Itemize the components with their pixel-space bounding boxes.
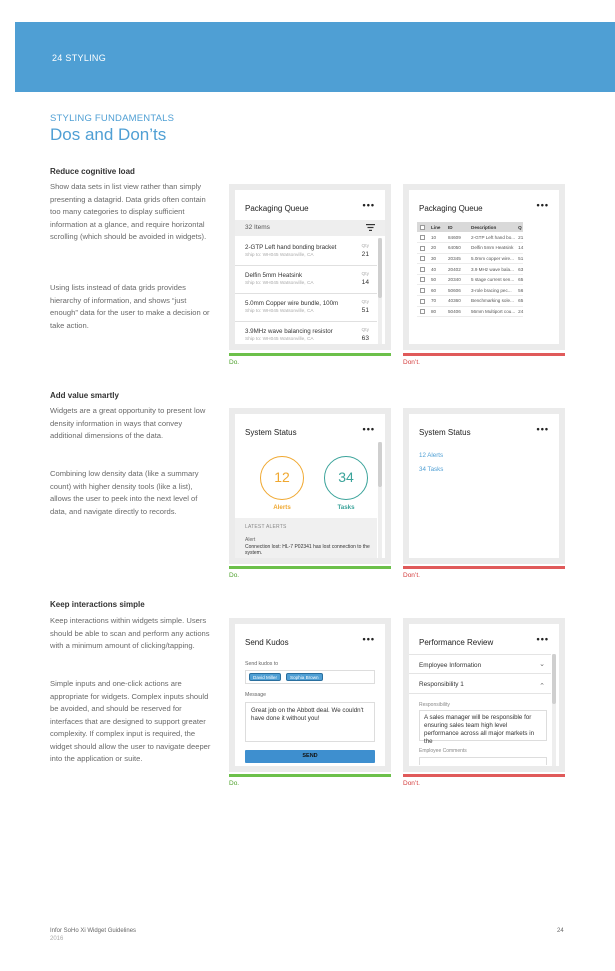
grid-cell: Benchmarking sole... <box>468 296 515 307</box>
checkbox[interactable] <box>420 277 425 282</box>
performance-review-card <box>409 624 559 766</box>
grid-cell: Delfin 5mm Heatsink <box>468 243 515 254</box>
send-button[interactable]: SEND <box>245 750 375 763</box>
filter-icon[interactable] <box>366 224 375 231</box>
responsibility-textarea[interactable]: A sales manager will be responsible for ensuring sales team high level performance across all major markets in the <box>419 710 547 741</box>
section-heading-interactions: Keep interactions simple <box>50 600 145 609</box>
tasks-link[interactable]: 34 Tasks <box>419 466 444 473</box>
responsibility-label: Responsibility <box>419 702 450 708</box>
checkbox[interactable] <box>420 288 425 293</box>
example-frame-review <box>403 618 565 772</box>
send-kudos-card <box>235 624 385 766</box>
qty-label: Qty <box>361 300 369 305</box>
dont-label: Don’t. <box>403 780 420 787</box>
grid-header[interactable]: ID <box>445 222 468 232</box>
latest-alerts-panel[interactable] <box>235 518 377 558</box>
dont-label: Don’t. <box>403 359 420 366</box>
section-eyebrow: STYLING FUNDAMENTALS <box>50 113 175 124</box>
grid-cell: 20 <box>428 243 445 254</box>
qty-value: 51 <box>361 307 369 314</box>
grid-cell: 20340 <box>445 274 468 285</box>
section-paragraph: Keep interactions within widgets simple. Users should be able to scan and perform any actions with a minimum amount of clicking/tapping. <box>50 616 210 650</box>
grid-select-all[interactable] <box>417 222 428 232</box>
section-paragraph: Combining low density data (like a summary count) with higher density tools (like a list), allows the user to peek into the next level of data, and navigate directly to records. <box>50 469 199 516</box>
grid-cell: 5 stage current sen... <box>468 274 515 285</box>
list-item-subtitle: Ship to: WH045 Watsonville, CA <box>245 337 314 342</box>
table-row[interactable] <box>417 285 523 296</box>
grid-cell: 2-GTP Left hand bo... <box>468 232 515 243</box>
grid-cell: 24 <box>515 306 523 317</box>
system-status-card <box>235 414 385 558</box>
card-title: Packaging Queue <box>419 204 483 213</box>
list-item-title: 2-GTP Left hand bonding bracket <box>245 244 337 251</box>
qty-value: 63 <box>361 335 369 342</box>
grid-cell: 56 <box>515 285 523 296</box>
more-options-icon[interactable]: ••• <box>362 200 375 210</box>
checkbox[interactable] <box>420 225 425 230</box>
section-paragraph: Widgets are a great opportunity to present low density information in ways that convey additional dimensions of the data. <box>50 406 206 440</box>
grid-cell: 20345 <box>445 253 468 264</box>
checkbox[interactable] <box>420 256 425 261</box>
header-banner <box>15 22 615 92</box>
accordion-employee-information[interactable] <box>409 654 551 674</box>
section-paragraph: Show data sets in list view rather than simply presenting a datagrid. Data grids often contain too many categories to display sufficient information at a glance, and require horizontal scrolling (which should be avoided in widgets). <box>50 182 207 241</box>
checkbox[interactable] <box>420 299 425 304</box>
dont-rule <box>403 774 565 777</box>
chevron-up-icon: ⌃ <box>539 683 545 690</box>
message-label: Message <box>245 692 267 698</box>
send-to-label: Send kudos to <box>245 661 279 667</box>
alerts-count-circle[interactable] <box>260 456 304 500</box>
example-frame-kudos <box>229 618 391 772</box>
qty-value: 21 <box>361 251 369 258</box>
packaging-queue-list-card <box>235 190 385 344</box>
do-label: Do. <box>229 572 240 579</box>
section-paragraph: Simple inputs and one-click actions are appropriate for widgets. Complex inputs should be avoided, and should be reserved for interfaces that are designed to support greater complexity. If complex input is required, the widget should allow the user to navigate deeper into the application or suite. <box>50 679 211 763</box>
grid-cell: 40 <box>428 264 445 275</box>
alert-message: Connection lost: HL-7 P02341 has lost connection to the system. <box>245 544 370 556</box>
grid-cell: 40360 <box>445 296 468 307</box>
list-item[interactable] <box>235 322 377 350</box>
more-options-icon[interactable]: ••• <box>362 424 375 434</box>
data-grid <box>417 222 523 317</box>
alerts-label: Alerts <box>273 504 291 511</box>
section-heading-add-value: Add value smartly <box>50 391 119 400</box>
table-row[interactable] <box>417 253 523 264</box>
list-item[interactable] <box>235 294 377 322</box>
grid-cell: 5.0mm copper wire... <box>468 253 515 264</box>
grid-cell: 56mm Multiport cou... <box>468 306 515 317</box>
item-count: 32 Items <box>245 224 270 231</box>
grid-cell: 3.9 MHz wave bala... <box>468 264 515 275</box>
list-item-title: Delfin 5mm Heatsink <box>245 272 303 279</box>
more-options-icon[interactable]: ••• <box>536 200 549 210</box>
grid-header[interactable]: Line <box>428 222 445 232</box>
tasks-count-circle[interactable] <box>324 456 368 500</box>
section-heading-cognitive-load: Reduce cognitive load <box>50 167 135 176</box>
list-item[interactable] <box>235 238 377 266</box>
grid-cell: 80 <box>428 306 445 317</box>
footer-year: 2016 <box>50 936 64 942</box>
alert-label: Alert <box>245 537 256 543</box>
grid-cell: 64050 <box>445 243 468 254</box>
checkbox[interactable] <box>420 246 425 251</box>
more-options-icon[interactable]: ••• <box>536 634 549 644</box>
checkbox[interactable] <box>420 267 425 272</box>
grid-cell: 84609 <box>445 232 468 243</box>
grid-cell: 30 <box>428 253 445 264</box>
list-header <box>235 220 385 236</box>
table-row[interactable] <box>417 306 523 317</box>
card-title: Packaging Queue <box>245 204 309 213</box>
tasks-count: 34 <box>338 469 354 485</box>
grid-cell: 65 <box>515 274 523 285</box>
banner-title: 24 STYLING <box>52 53 107 63</box>
more-options-icon[interactable]: ••• <box>362 634 375 644</box>
footer-title: Infor SoHo Xi Widget Guidelines <box>50 928 137 934</box>
more-options-icon[interactable]: ••• <box>536 424 549 434</box>
list-item-subtitle: Ship to: WH045 Watsonville, CA <box>245 281 314 286</box>
alerts-count: 12 <box>274 469 290 485</box>
qty-label: Qty <box>361 244 369 249</box>
grid-cell: 60 <box>428 285 445 296</box>
example-frame-grid <box>403 184 565 350</box>
scrollbar-thumb[interactable] <box>552 654 556 704</box>
system-status-links-card <box>409 414 559 558</box>
checkbox[interactable] <box>420 309 425 314</box>
alerts-link[interactable]: 12 Alerts <box>419 452 444 459</box>
accordion-label: Employee Information <box>419 662 482 669</box>
grid-cell: 21 <box>515 232 523 243</box>
grid-cell: 20402 <box>445 264 468 275</box>
comments-label: Employee Comments <box>419 748 467 754</box>
grid-cell: 63 <box>515 264 523 275</box>
example-frame-list <box>229 184 391 350</box>
accordion-responsibility[interactable] <box>409 674 551 694</box>
scrollbar-thumb[interactable] <box>378 238 382 298</box>
example-frame-status <box>229 408 391 564</box>
recipient-tag[interactable]: David Miller <box>249 673 281 681</box>
grid-cell: 70 <box>428 296 445 307</box>
section-paragraph: Using lists instead of data grids provides hierarchy of information, and shows “just enough” data for the user to make a decision or take action. <box>50 283 210 330</box>
grid-cell: 51 <box>515 253 523 264</box>
grid-cell: 50 <box>428 274 445 285</box>
recipient-tag[interactable]: Sophia Brown <box>286 673 323 681</box>
grid-header[interactable]: Q <box>515 222 523 232</box>
grid-cell: 65 <box>515 296 523 307</box>
do-rule <box>229 566 391 569</box>
grid-cell: 14 <box>515 243 523 254</box>
message-textarea[interactable]: Great job on the Abbott deal. We couldn't have done it without you! <box>245 702 375 742</box>
qty-label: Qty <box>361 328 369 333</box>
list-item-subtitle: Ship to: WH045 Watsonville, CA <box>245 253 314 258</box>
tasks-label: Tasks <box>337 504 355 511</box>
grid-cell: 50606 <box>445 285 468 296</box>
card-title: Send Kudos <box>245 638 289 647</box>
list-item-subtitle: Ship to: WH045 Watsonville, CA <box>245 309 314 314</box>
table-row[interactable] <box>417 274 523 285</box>
dont-rule <box>403 353 565 356</box>
example-frame-status-links <box>403 408 565 564</box>
grid-cell: 3-role bracing pec... <box>468 285 515 296</box>
page-title: Dos and Don’ts <box>50 125 167 144</box>
comments-textarea[interactable] <box>419 757 547 765</box>
list-item-title: 5.0mm Copper wire bundle, 100m <box>245 300 339 307</box>
dont-rule <box>403 566 565 569</box>
table-row[interactable] <box>417 296 523 307</box>
card-title: System Status <box>419 428 471 437</box>
dont-label: Don’t. <box>403 572 420 579</box>
latest-alerts-heading: LATEST ALERTS <box>245 524 287 530</box>
checkbox[interactable] <box>420 235 425 240</box>
accordion-label: Responsibility 1 <box>419 681 464 688</box>
grid-header[interactable]: Description <box>468 222 515 232</box>
card-title: Performance Review <box>419 638 494 647</box>
scrollbar-thumb[interactable] <box>378 442 382 487</box>
chevron-down-icon: ⌄ <box>539 661 545 668</box>
do-rule <box>229 774 391 777</box>
table-row[interactable] <box>417 232 523 243</box>
card-title: System Status <box>245 428 297 437</box>
do-label: Do. <box>229 359 240 366</box>
grid-cell: 10 <box>428 232 445 243</box>
grid-cell: 50406 <box>445 306 468 317</box>
table-row[interactable] <box>417 243 523 254</box>
do-label: Do. <box>229 780 240 787</box>
list-item-title: 3.9MHz wave balancing resistor <box>245 328 333 335</box>
page-number: 24 <box>557 928 564 934</box>
do-rule <box>229 353 391 356</box>
table-row[interactable] <box>417 264 523 275</box>
list-item[interactable] <box>235 266 377 294</box>
recipient-input[interactable] <box>245 670 375 684</box>
qty-value: 14 <box>361 279 369 286</box>
packaging-queue-grid-card <box>409 190 559 344</box>
qty-label: Qty <box>361 272 369 277</box>
